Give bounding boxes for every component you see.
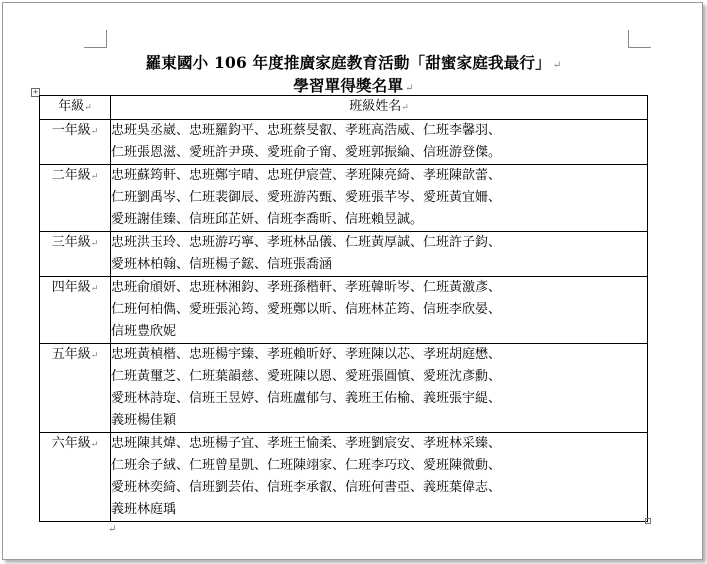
names-line: 義班楊佳穎 xyxy=(111,413,177,428)
names-cell xyxy=(111,433,648,522)
names-line: 忠班吳丞崴、忠班羅鈞平、忠班蔡旻叡、孝班高浩威、仁班李馨羽、 xyxy=(111,123,502,138)
header-grade: 年級↵ xyxy=(40,96,111,120)
names-line: 仁班張恩滋、愛班許尹瑛、愛班俞子甯、愛班郭振綸、信班游登傑。 xyxy=(111,145,502,160)
crop-mark-top-right-v xyxy=(628,30,629,48)
cell-mark-icon: ↵ xyxy=(84,103,92,113)
grade-cell: 六年級↵ xyxy=(40,433,111,522)
names-line: 仁班余子絨、仁班曾星凱、仁班陳翊家、仁班李巧玟、愛班陳微動、 xyxy=(111,458,502,473)
names-line: 愛班林柏翰、信班楊子鋐、信班張喬涵 xyxy=(111,257,333,272)
crop-mark-top-left-v xyxy=(106,30,107,48)
cell-mark-icon: ↵ xyxy=(90,172,99,182)
paragraph-mark-icon: ↵ xyxy=(405,83,414,94)
names-line: 忠班黃楨楷、忠班楊宇臻、孝班賴昕妤、孝班陳以芯、孝班胡庭懋、 xyxy=(111,347,502,362)
document-title: 羅東國小 106 年度推廣家庭教育活動「甜蜜家庭我最行」 ↵ xyxy=(145,53,562,72)
paragraph-mark-icon: ↵ xyxy=(108,524,117,535)
paragraph-mark-icon: ↵ xyxy=(552,60,562,71)
names-line: 愛班林詩琁、信班王昱婷、信班盧郁勻、義班王佑榆、義班張宇緹、 xyxy=(111,391,502,406)
names-cell xyxy=(111,232,648,277)
table-row xyxy=(40,165,648,232)
cell-mark-icon: ↵ xyxy=(90,127,99,137)
award-table xyxy=(39,95,648,522)
names-line: 忠班俞頎妍、忠班林湘鈞、孝班孫楷軒、孝班韓昕岑、仁班黃激彥、 xyxy=(111,280,502,295)
table-row xyxy=(40,433,648,522)
table-resize-handle-icon[interactable] xyxy=(645,518,651,524)
grade-cell: 二年級↵ xyxy=(40,165,111,232)
names-line: 忠班陳其煒、忠班楊子宜、孝班王愉柔、孝班劉宸安、孝班林采臻、 xyxy=(111,436,502,451)
table-row xyxy=(40,277,648,344)
names-line: 忠班洪玉玲、忠班游巧寧、孝班林品儀、仁班黃厚誠、仁班許子鈞、 xyxy=(111,235,502,250)
crop-mark-top-right-h xyxy=(629,47,651,48)
table-move-handle-icon[interactable]: + xyxy=(32,88,39,96)
table-header-row xyxy=(40,96,648,120)
names-line: 義班林庭瑀 xyxy=(111,502,177,517)
names-cell xyxy=(111,120,648,165)
document-subtitle: 學習單得獎名單 ↵ xyxy=(293,76,414,95)
names-line: 忠班蘇筠軒、忠班鄭宇晴、忠班伊宸萱、孝班陳亮綺、孝班陳歆蕾、 xyxy=(111,168,502,183)
header-names: 班級姓名↵ xyxy=(111,96,648,120)
cell-mark-icon: ↵ xyxy=(90,351,99,361)
grade-cell: 一年級↵ xyxy=(40,120,111,165)
grade-cell: 四年級↵ xyxy=(40,277,111,344)
cell-mark-icon: ↵ xyxy=(401,103,409,113)
table-row xyxy=(40,120,648,165)
names-line: 愛班林奕綺、信班劉芸佑、信班李承叡、信班何書亞、義班葉偉志、 xyxy=(111,480,502,495)
table-row xyxy=(40,232,648,277)
grade-cell: 三年級↵ xyxy=(40,232,111,277)
names-line: 愛班謝佳臻、信班邱芷妍、信班李喬昕、信班賴昱誠。 xyxy=(111,212,424,227)
table-row xyxy=(40,344,648,433)
names-line: 信班豊欣妮 xyxy=(111,324,177,339)
names-cell xyxy=(111,165,648,232)
names-line: 仁班劉禹岑、仁班裴御辰、愛班游芮甄、愛班張芊岑、愛班黃宜姍、 xyxy=(111,190,502,205)
names-cell xyxy=(111,277,648,344)
cell-mark-icon: ↵ xyxy=(90,239,99,249)
names-line: 仁班何柏儁、愛班張沁筠、愛班鄭以昕、信班林芷筠、信班李欣晏、 xyxy=(111,302,502,317)
names-cell xyxy=(111,344,648,433)
names-line: 仁班黃璽芝、仁班葉韻慈、愛班陳以恩、愛班張圓慎、愛班沈彥勳、 xyxy=(111,369,502,384)
cell-mark-icon: ↵ xyxy=(90,440,99,450)
cell-mark-icon: ↵ xyxy=(90,284,99,294)
crop-mark-top-left-h xyxy=(84,47,106,48)
grade-cell: 五年級↵ xyxy=(40,344,111,433)
